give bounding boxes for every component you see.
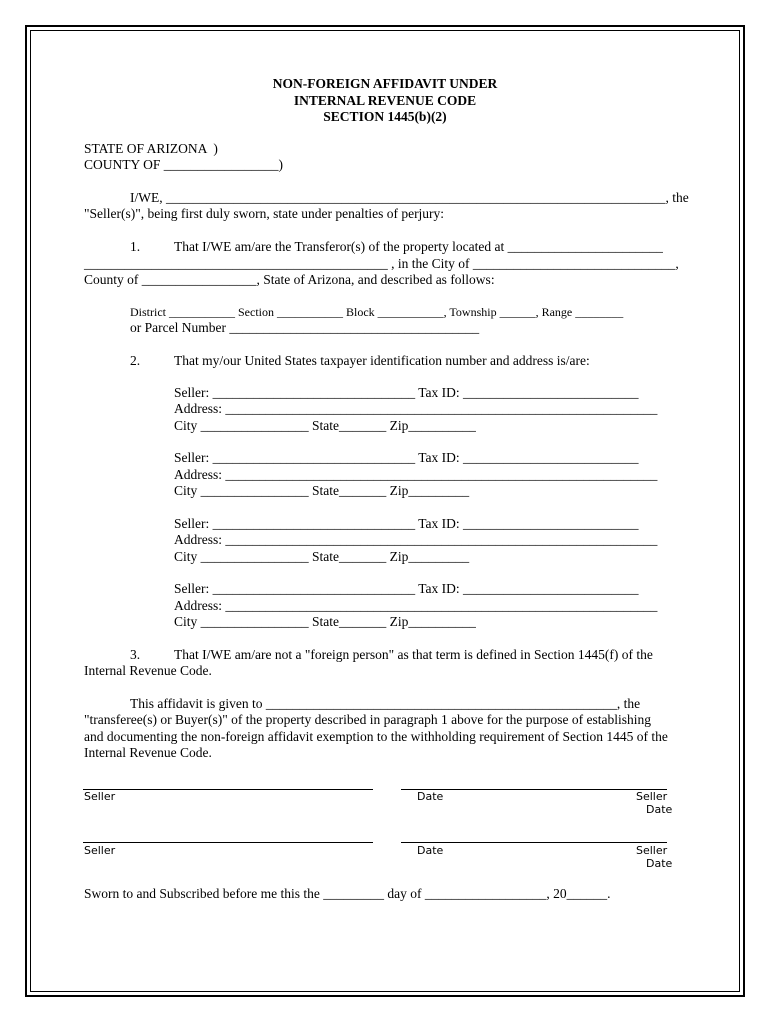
signature-1-date-label: Date <box>417 790 444 803</box>
seller-3-address[interactable]: Address: ________________________________________________________________ <box>174 532 658 547</box>
para1-parcel-number[interactable]: or Parcel Number _____________________________________ <box>130 320 480 335</box>
document-title-line-3: SECTION 1445(b)(2) <box>323 109 447 124</box>
seller-4-city-state-zip[interactable]: City ________________ State_______ Zip__________ <box>174 614 476 629</box>
page-border-inner <box>30 30 740 992</box>
signature-line-left-1[interactable] <box>83 789 373 790</box>
seller-1-address[interactable]: Address: ________________________________________________________________ <box>174 401 658 416</box>
para2-number: 2. <box>130 353 141 368</box>
given-line-4: Internal Revenue Code. <box>84 745 212 760</box>
signature-line-left-2[interactable] <box>83 842 373 843</box>
intro-line-2: "Seller(s)", being first duly sworn, state under penalties of perjury: <box>84 206 445 221</box>
para3-number: 3. <box>130 647 141 662</box>
signature-2-right-seller-label: Seller <box>636 844 668 857</box>
given-line-1[interactable]: This affidavit is given to ____________________________________________________, the <box>130 696 641 711</box>
seller-1-city-state-zip[interactable]: City ________________ State_______ Zip__________ <box>174 418 476 433</box>
seller-1-name-taxid[interactable]: Seller: ______________________________ Tax ID: __________________________ <box>174 385 639 400</box>
para2-text: That my/our United States taxpayer identification number and address is/are: <box>174 353 590 368</box>
seller-3-city-state-zip[interactable]: City ________________ State_______ Zip_________ <box>174 549 470 564</box>
signature-1-right-seller-label: Seller <box>636 790 668 803</box>
signature-line-right-2[interactable] <box>401 842 667 843</box>
para3-line-1: That I/WE am/are not a "foreign person" as that term is defined in Section 1445(f) of the <box>174 647 653 662</box>
para1-number: 1. <box>130 239 141 254</box>
document-title-line-1: NON-FOREIGN AFFIDAVIT UNDER <box>272 76 498 91</box>
given-line-2: "transferee(s) or Buyer(s)" of the property described in paragraph 1 above for the purpose of establishing <box>84 712 651 727</box>
seller-3-name-taxid[interactable]: Seller: ______________________________ Tax ID: __________________________ <box>174 516 639 531</box>
seller-4-address[interactable]: Address: ________________________________________________________________ <box>174 598 658 613</box>
signature-1-right-date-label: Date <box>646 803 673 816</box>
given-line-3: and documenting the non-foreign affidavit exemption to the withholding requirement of Section 1445 of the <box>84 729 668 744</box>
document-title-line-2: INTERNAL REVENUE CODE <box>293 93 477 108</box>
venue-county[interactable]: COUNTY OF _________________) <box>84 157 283 172</box>
signature-2-seller-label: Seller <box>84 844 116 857</box>
para1-line-3[interactable]: County of _________________, State of Arizona, and described as follows: <box>84 272 495 287</box>
signature-2-right-date-label: Date <box>646 857 673 870</box>
signature-1-seller-label: Seller <box>84 790 116 803</box>
seller-2-address[interactable]: Address: ________________________________________________________________ <box>174 467 658 482</box>
signature-2-date-label: Date <box>417 844 444 857</box>
para1-legal-description[interactable]: District ___________ Section ___________ Block ___________, Township ______, Range ________ <box>130 305 624 319</box>
sworn-statement[interactable]: Sworn to and Subscribed before me this the _________ day of __________________, 20______. <box>84 886 611 901</box>
para1-line-1[interactable]: That I/WE am/are the Transferor(s) of the property located at _______________________ <box>174 239 663 254</box>
seller-2-city-state-zip[interactable]: City ________________ State_______ Zip_________ <box>174 483 470 498</box>
seller-4-name-taxid[interactable]: Seller: ______________________________ Tax ID: __________________________ <box>174 581 639 596</box>
intro-line-1[interactable]: I/WE, __________________________________________________________________________, the <box>130 190 689 205</box>
para3-line-2: Internal Revenue Code. <box>84 663 212 678</box>
para1-line-2[interactable]: _____________________________________________ , in the City of ______________________________, <box>84 256 679 271</box>
venue-state: STATE OF ARIZONA ) <box>84 141 218 156</box>
seller-2-name-taxid[interactable]: Seller: ______________________________ Tax ID: __________________________ <box>174 450 639 465</box>
